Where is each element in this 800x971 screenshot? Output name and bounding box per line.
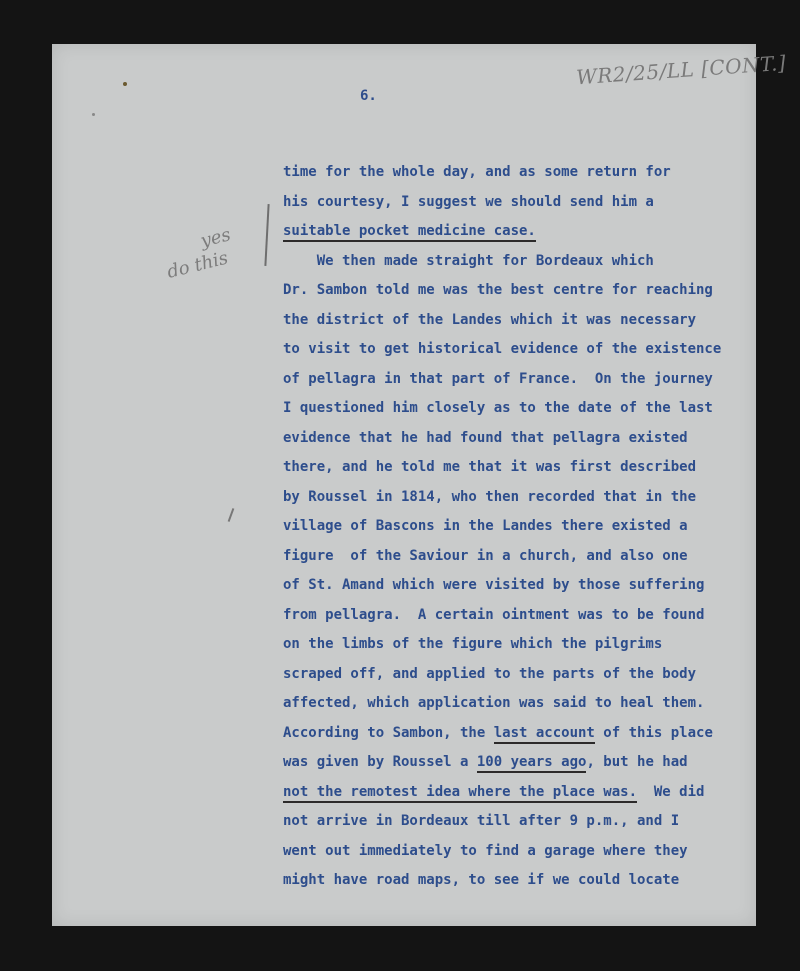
text-segment: might have road maps, to see if we could locate bbox=[283, 872, 680, 888]
text-segment: affected, which application was said to heal them. bbox=[283, 695, 705, 711]
archive-reference: WR2/25/LL [CONT.] bbox=[575, 50, 787, 90]
text-segment: evidence that he had found that pellagra existed bbox=[283, 429, 688, 446]
text-line bbox=[283, 546, 753, 576]
text-segment: figure of the Saviour in a church, and also one bbox=[283, 547, 688, 564]
text-segment: scraped off, and applied to the parts of the body bbox=[283, 665, 697, 682]
text-line bbox=[283, 516, 753, 546]
text-line bbox=[283, 723, 753, 753]
text-line bbox=[283, 487, 753, 517]
underlined-text: suitable pocket medicine case. bbox=[283, 223, 536, 242]
text-line bbox=[283, 162, 753, 192]
typed-body-text bbox=[283, 162, 753, 900]
underlined-text: last account bbox=[494, 725, 595, 744]
text-segment: village of Bascons in the Landes there existed a bbox=[283, 518, 688, 534]
text-line bbox=[283, 251, 753, 281]
text-line bbox=[283, 398, 753, 428]
text-line bbox=[283, 782, 753, 812]
text-segment: Dr. Sambon told me was the best centre for reaching bbox=[283, 282, 713, 298]
text-segment: time for the whole day, and as some return for bbox=[283, 164, 671, 180]
page-number: 6. bbox=[360, 88, 377, 104]
text-segment: from pellagra. A certain ointment was to be found bbox=[283, 606, 705, 623]
text-segment: the district of the Landes which it was necessary bbox=[283, 311, 697, 328]
text-segment: , but he had bbox=[586, 754, 688, 770]
text-line bbox=[283, 280, 753, 310]
text-segment: not arrive in Bordeaux till after 9 p.m., and I bbox=[283, 813, 680, 829]
text-line bbox=[283, 310, 753, 340]
text-segment: his courtesy, I suggest we should send him a bbox=[283, 193, 654, 210]
text-line bbox=[283, 870, 753, 900]
text-segment: of pellagra in that part of France. On the journey bbox=[283, 370, 713, 387]
text-segment: to visit to get historical evidence of the existence bbox=[283, 341, 722, 357]
text-line bbox=[283, 634, 753, 664]
text-line bbox=[283, 693, 753, 723]
text-segment: of St. Amand which were visited by those suffering bbox=[283, 577, 705, 593]
text-line bbox=[283, 369, 753, 399]
text-segment: We then made straight for Bordeaux which bbox=[283, 252, 654, 269]
text-line bbox=[283, 752, 753, 782]
text-segment: We did bbox=[637, 783, 705, 800]
text-line bbox=[283, 192, 753, 222]
text-line bbox=[283, 605, 753, 635]
text-line bbox=[283, 457, 753, 487]
text-segment: went out immediately to find a garage where they bbox=[283, 842, 688, 859]
text-segment: on the limbs of the figure which the pilgrims bbox=[283, 636, 663, 652]
text-line bbox=[283, 428, 753, 458]
ink-mark bbox=[92, 113, 95, 116]
text-segment: of this place bbox=[594, 724, 713, 741]
margin-note-line: yes bbox=[198, 224, 233, 252]
text-segment: there, and he told me that it was first described bbox=[283, 459, 697, 475]
underlined-text: 100 years ago bbox=[477, 754, 587, 773]
ink-mark bbox=[123, 82, 127, 86]
margin-note-line: do this bbox=[165, 247, 231, 283]
text-line bbox=[283, 664, 753, 694]
text-segment: According to Sambon, the bbox=[283, 724, 494, 741]
text-line bbox=[283, 575, 753, 605]
text-segment: I questioned him closely as to the date of the last bbox=[283, 400, 713, 416]
text-segment: by Roussel in 1814, who then recorded that in the bbox=[283, 488, 697, 505]
text-line bbox=[283, 841, 753, 871]
underlined-text: not the remotest idea where the place was. bbox=[283, 784, 637, 803]
text-segment: was given by Roussel a bbox=[283, 754, 477, 770]
text-line bbox=[283, 221, 753, 251]
text-line bbox=[283, 339, 753, 369]
text-line bbox=[283, 811, 753, 841]
